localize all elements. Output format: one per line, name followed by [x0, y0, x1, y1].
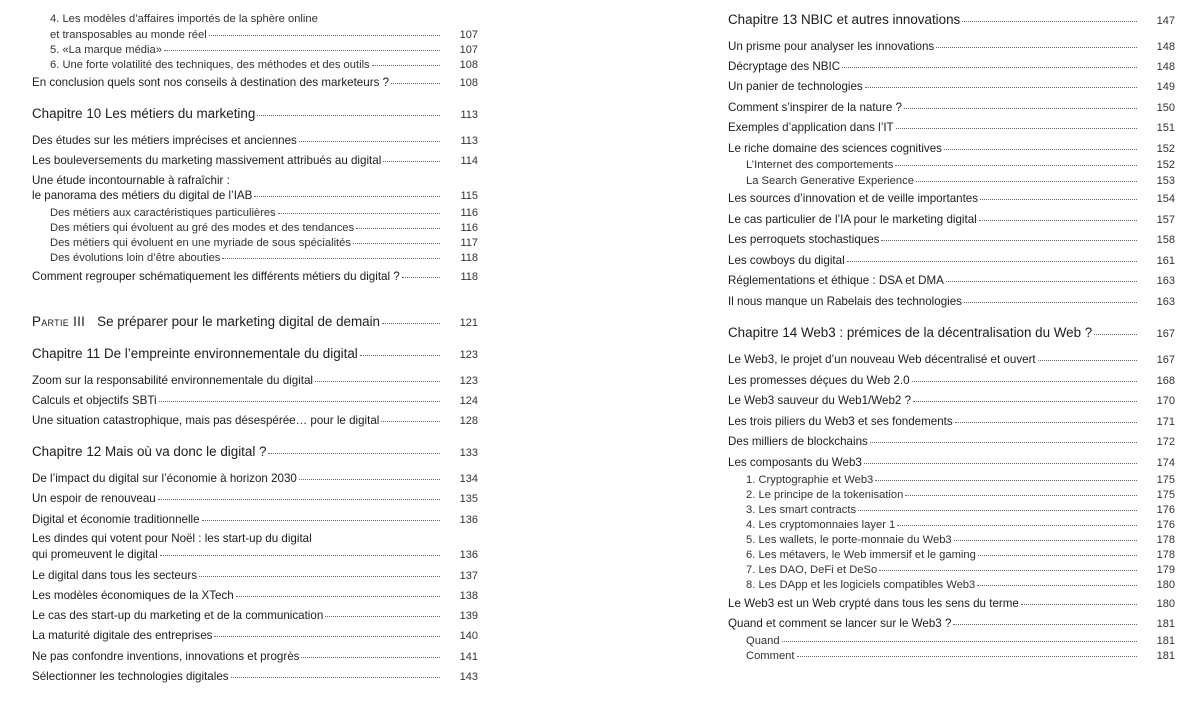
dot-leader: [164, 50, 440, 51]
page-number: 136: [459, 549, 478, 561]
toc-entry-title: Les composants du Web3: [728, 456, 862, 469]
toc-entry: [728, 80, 1175, 94]
toc-entry-title: 3. Les smart contracts: [746, 504, 857, 516]
toc-entry-title: De l’impact du digital sur l’économie à horizon 2030: [32, 472, 297, 485]
toc-entry-title: Les cowboys du digital: [728, 254, 845, 267]
dot-leader: [896, 128, 1137, 129]
toc-entry: [32, 221, 478, 235]
toc-entry-title: Chapitre 11 De l’empreinte environnementale du digital: [32, 347, 358, 361]
toc-entry-title: Les perroquets stochastiques: [728, 233, 880, 246]
page-number: 163: [1156, 275, 1175, 287]
dot-leader: [268, 453, 440, 454]
toc-entry: [32, 134, 478, 148]
toc-entry-title: [32, 315, 380, 329]
page-number: 148: [1156, 61, 1175, 73]
toc-entry: [728, 533, 1175, 547]
toc-entry-title: Quand et comment se lancer sur le Web3 ?: [728, 617, 952, 630]
toc-entry-title: Des évolutions loin d’être abouties: [50, 252, 221, 264]
dot-leader: [977, 585, 1137, 586]
dot-leader: [895, 165, 1137, 166]
toc-entry-title: En conclusion quels sont nos conseils à destination des marketeurs ?: [32, 76, 390, 89]
dot-leader: [402, 277, 440, 278]
toc-entry: [32, 236, 478, 250]
dot-leader: [372, 65, 440, 66]
page-number: 180: [1156, 579, 1175, 591]
toc-entry-title: qui promeuvent le digital: [32, 548, 158, 561]
dot-leader: [214, 636, 440, 637]
page-number: 135: [459, 493, 478, 505]
toc-entry: [32, 28, 478, 42]
dot-leader: [944, 149, 1137, 150]
dot-leader: [236, 596, 440, 597]
page-number: 118: [460, 252, 478, 264]
dot-leader: [383, 161, 440, 162]
toc-entry-title: Réglementations et éthique : DSA et DMA: [728, 274, 944, 287]
toc-entry-title: Comment: [746, 650, 795, 662]
toc-entry: [728, 295, 1175, 309]
toc-entry-title: Le riche domaine des sciences cognitives: [728, 142, 942, 155]
toc-entry: [728, 374, 1175, 388]
page-number: 152: [1156, 143, 1175, 155]
page-number: 178: [1156, 534, 1175, 546]
toc-entry: [32, 513, 478, 527]
toc-entry-title: Des milliers de blockchains: [728, 435, 868, 448]
dot-leader: [202, 520, 440, 521]
page-number: 180: [1156, 598, 1175, 610]
toc-entry: [728, 254, 1175, 268]
toc-entry: [728, 518, 1175, 532]
page-number: 149: [1156, 81, 1175, 93]
toc-entry-title: Les promesses déçues du Web 2.0: [728, 374, 910, 387]
toc-entry-title: 5. «La marque média»: [50, 44, 162, 56]
page-number: 108: [459, 77, 478, 89]
toc-entry: [728, 415, 1175, 429]
dot-leader: [315, 381, 440, 382]
page-number: 168: [1156, 375, 1175, 387]
page-number: 123: [459, 349, 478, 361]
dot-leader: [356, 228, 440, 229]
page-number: 171: [1156, 416, 1175, 428]
toc-entry-title: 8. Les DApp et les logiciels compatibles Web3: [746, 579, 976, 591]
toc-entry-title: et transposables au monde réel: [50, 29, 207, 41]
toc-entry-title: Le digital dans tous les secteurs: [32, 569, 197, 582]
dot-leader: [159, 401, 440, 402]
toc-entry: [728, 213, 1175, 227]
toc-entry: [32, 206, 478, 220]
page-number: 174: [1156, 457, 1175, 469]
dot-leader: [278, 213, 440, 214]
toc-entry-title: 6. Une forte volatilité des techniques, des méthodes et des outils: [50, 59, 370, 71]
toc-entry: [32, 270, 478, 284]
page-number: 152: [1156, 159, 1175, 171]
page-number: 167: [1156, 354, 1175, 366]
page-number: 138: [459, 590, 478, 602]
dot-leader: [254, 196, 440, 197]
dot-leader: [954, 540, 1137, 541]
page-number: 107: [459, 29, 478, 41]
dot-leader: [160, 555, 440, 556]
toc-entry: [728, 13, 1175, 28]
toc-entry-title: 4. Les cryptomonnaies layer 1: [746, 519, 896, 531]
toc-entry: [32, 532, 478, 546]
page-number: 153: [1156, 175, 1175, 187]
page-number: 114: [460, 155, 478, 167]
page-number: 161: [1156, 255, 1175, 267]
toc-entry: [32, 670, 478, 684]
dot-leader: [257, 115, 440, 116]
toc-entry: [32, 414, 478, 428]
toc-entry-title: Le cas des start-up du marketing et de la communication: [32, 609, 324, 622]
page-number: 107: [459, 44, 478, 56]
toc-entry: [728, 233, 1175, 247]
toc-entry-title: Les dindes qui votent pour Noël : les start-up du digital: [32, 532, 312, 545]
page-number: 148: [1156, 41, 1175, 53]
toc-entry-title: Des études sur les métiers imprécises et anciennes: [32, 134, 297, 147]
toc-entry-title: Sélectionner les technologies digitales: [32, 670, 229, 683]
page-number: 175: [1156, 474, 1175, 486]
part-label: Partie III: [32, 315, 86, 329]
dot-leader: [979, 220, 1137, 221]
toc-entry: [728, 142, 1175, 156]
toc-entry-title: 2. Le principe de la tokenisation: [746, 489, 904, 501]
toc-entry: [728, 488, 1175, 502]
dot-leader: [955, 422, 1137, 423]
page-number: 175: [1156, 489, 1175, 501]
dot-leader: [978, 555, 1137, 556]
page-number: 121: [459, 317, 478, 329]
toc-entry: [32, 189, 478, 203]
dot-leader: [299, 141, 440, 142]
toc-entry-title: Le Web3 est un Web crypté dans tous les sens du terme: [728, 597, 1019, 610]
toc-entry: [32, 629, 478, 643]
toc-entry-title: Des métiers qui évoluent au gré des modes et des tendances: [50, 222, 355, 234]
toc-entry: [32, 589, 478, 603]
page-number: 181: [1156, 650, 1175, 662]
toc-entry: [32, 12, 478, 26]
dot-leader: [782, 641, 1137, 642]
dot-leader: [865, 87, 1137, 88]
page-number: 115: [460, 190, 478, 202]
page-number: 170: [1156, 395, 1175, 407]
toc-entry: [32, 76, 478, 90]
dot-leader: [382, 323, 440, 324]
dot-leader: [980, 199, 1137, 200]
toc-entry-title: Exemples d’application dans l’IT: [728, 121, 894, 134]
toc-entry-title: Une situation catastrophique, mais pas désespérée… pour le digital: [32, 414, 380, 427]
dot-leader: [325, 616, 440, 617]
dot-leader: [936, 47, 1137, 48]
toc-entry: [728, 503, 1175, 517]
toc-entry: [728, 563, 1175, 577]
toc-entry: [32, 650, 478, 664]
dot-leader: [158, 499, 440, 500]
toc-entry-title: Chapitre 13 NBIC et autres innovations: [728, 13, 961, 27]
dot-leader: [797, 656, 1138, 657]
page-number: 181: [1156, 618, 1175, 630]
page-number: 140: [459, 630, 478, 642]
toc-entry: [728, 192, 1175, 206]
toc-entry-title: Des métiers aux caractéristiques particulières: [50, 207, 276, 219]
toc-entry-title: La Search Generative Experience: [746, 175, 914, 187]
toc-entry: [32, 58, 478, 72]
dot-leader: [897, 525, 1137, 526]
page-number: 141: [459, 651, 478, 663]
page-number: 113: [460, 109, 478, 121]
page-number: 133: [459, 447, 478, 459]
toc-entry-title: Le cas particulier de l’IA pour le marketing digital: [728, 213, 977, 226]
toc-entry-title: Une étude incontournable à rafraîchir :: [32, 174, 230, 187]
page-number: 163: [1156, 296, 1175, 308]
dot-leader: [381, 421, 440, 422]
toc-entry-title: 6. Les métavers, le Web immersif et le gaming: [746, 549, 976, 561]
dot-leader: [209, 35, 440, 36]
toc-entry-title: Il nous manque un Rabelais des technologies: [728, 295, 962, 308]
dot-leader: [847, 261, 1137, 262]
dot-leader: [875, 480, 1137, 481]
toc-entry-title: Des métiers qui évoluent en une myriade de sous spécialités: [50, 237, 351, 249]
toc-entry: [728, 578, 1175, 592]
toc-entry: [32, 548, 478, 562]
toc-entry: [728, 649, 1175, 663]
page-number: 137: [459, 570, 478, 582]
dot-leader: [912, 381, 1137, 382]
toc-entry: [728, 158, 1175, 172]
toc-entry-title: La maturité digitale des entreprises: [32, 629, 213, 642]
toc-entry-title: Les trois piliers du Web3 et ses fondements: [728, 415, 953, 428]
page-number: 167: [1156, 328, 1175, 340]
toc-entry: [32, 107, 478, 122]
toc-entry-title: Digital et économie traditionnelle: [32, 513, 200, 526]
dot-leader: [199, 576, 440, 577]
dot-leader: [964, 302, 1137, 303]
page-number: 143: [459, 671, 478, 683]
page-number: 151: [1156, 122, 1175, 134]
toc-entry: [32, 492, 478, 506]
toc-entry-title: Les bouleversements du marketing massivement attribués au digital: [32, 154, 382, 167]
toc-entry: [728, 597, 1175, 611]
page-number: 116: [460, 222, 478, 234]
dot-leader: [1021, 604, 1137, 605]
dot-leader: [301, 657, 440, 658]
dot-leader: [946, 281, 1137, 282]
toc-entry-title: 4. Les modèles d’affaires importés de la sphère online: [50, 13, 318, 25]
toc-entry-title: Un espoir de renouveau: [32, 492, 156, 505]
page-number: 134: [459, 473, 478, 485]
toc-entry-title: 7. Les DAO, DeFi et DeSo: [746, 564, 878, 576]
toc-entry-title: Le Web3 sauveur du Web1/Web2 ?: [728, 394, 912, 407]
toc-entry-title: Calculs et objectifs SBTi: [32, 394, 157, 407]
toc-entry-title: Quand: [746, 635, 780, 647]
toc-entry: [728, 473, 1175, 487]
toc-entry: [728, 456, 1175, 470]
page-number: 128: [459, 415, 478, 427]
toc-entry: [728, 326, 1175, 341]
toc-entry-title: L’Internet des comportements: [746, 159, 894, 171]
part-title: Se préparer pour le marketing digital de demain: [97, 315, 381, 329]
toc-entry: [728, 435, 1175, 449]
dot-leader: [870, 442, 1137, 443]
page-number: 123: [459, 375, 478, 387]
dot-leader: [858, 510, 1137, 511]
toc-entry: [728, 353, 1175, 367]
toc-entry-title: Ne pas confondre inventions, innovations et progrès: [32, 650, 300, 663]
toc-entry-title: Zoom sur la responsabilité environnementale du digital: [32, 374, 313, 387]
dot-leader: [916, 181, 1137, 182]
toc-entry-title: le panorama des métiers du digital de l’IAB: [32, 189, 253, 202]
dot-leader: [360, 355, 440, 356]
toc-entry: [32, 374, 478, 388]
toc-entry: [728, 121, 1175, 135]
toc-entry: [32, 347, 478, 362]
toc-entry-title: Les sources d’innovation et de veille importantes: [728, 192, 979, 205]
page-number: 158: [1156, 234, 1175, 246]
dot-leader: [881, 240, 1137, 241]
toc-entry: [32, 445, 478, 460]
toc-entry-title: 5. Les wallets, le porte-monnaie du Web3: [746, 534, 952, 546]
page-number: 178: [1156, 549, 1175, 561]
toc-entry: [728, 548, 1175, 562]
toc-entry-title: Les modèles économiques de la XTech: [32, 589, 234, 602]
toc-entry-title: Un prisme pour analyser les innovations: [728, 40, 935, 53]
toc-entry: [728, 101, 1175, 115]
dot-leader: [353, 243, 440, 244]
toc-entry: [32, 609, 478, 623]
page-number: 117: [460, 237, 478, 249]
toc-entry-title: Chapitre 12 Mais où va donc le digital ?: [32, 445, 267, 459]
toc-entry-title: 1. Cryptographie et Web3: [746, 474, 874, 486]
dot-leader: [864, 463, 1137, 464]
toc-entry: [32, 251, 478, 265]
page-number: 113: [460, 135, 478, 147]
dot-leader: [913, 401, 1137, 402]
page-number: 136: [459, 514, 478, 526]
page-number: 172: [1156, 436, 1175, 448]
dot-leader: [231, 677, 440, 678]
page-number: 124: [459, 395, 478, 407]
toc-entry-title: Décryptage des NBIC: [728, 60, 841, 73]
dot-leader: [953, 624, 1137, 625]
toc-entry: [728, 274, 1175, 288]
dot-leader: [222, 258, 440, 259]
dot-leader: [905, 495, 1137, 496]
page-number: 108: [459, 59, 478, 71]
dot-leader: [842, 67, 1137, 68]
toc-entry: [728, 60, 1175, 74]
page-number: 150: [1156, 102, 1175, 114]
toc-entry: [32, 43, 478, 57]
dot-leader: [391, 83, 440, 84]
page-number: 176: [1156, 519, 1175, 531]
toc-entry: [32, 154, 478, 168]
toc-entry: [728, 40, 1175, 54]
dot-leader: [904, 108, 1137, 109]
dot-leader: [1094, 334, 1137, 335]
toc-entry: [728, 394, 1175, 408]
toc-entry: [728, 617, 1175, 631]
toc-entry-title: Comment regrouper schématiquement les différents métiers du digital ?: [32, 270, 400, 283]
toc-entry: [728, 174, 1175, 188]
toc-entry: [32, 174, 478, 188]
page-number: 147: [1156, 15, 1175, 27]
toc-entry: [32, 315, 478, 330]
dot-leader: [1038, 360, 1137, 361]
dot-leader: [962, 21, 1137, 22]
toc-entry-title: Chapitre 14 Web3 : prémices de la décentralisation du Web ?: [728, 326, 1093, 340]
toc-entry-title: Chapitre 10 Les métiers du marketing: [32, 107, 256, 121]
toc-entry-title: Un panier de technologies: [728, 80, 863, 93]
toc-entry: [32, 394, 478, 408]
page-number: 154: [1156, 193, 1175, 205]
toc-entry-title: Comment s’inspirer de la nature ?: [728, 101, 902, 114]
page-number: 157: [1156, 214, 1175, 226]
toc-entry: [728, 634, 1175, 648]
page-number: 118: [460, 271, 478, 283]
dot-leader: [299, 479, 440, 480]
page-number: 176: [1156, 504, 1175, 516]
page-number: 139: [459, 610, 478, 622]
dot-leader: [879, 570, 1137, 571]
page-number: 116: [460, 207, 478, 219]
toc-entry-title: Le Web3, le projet d’un nouveau Web décentralisé et ouvert: [728, 353, 1036, 366]
toc-entry: [32, 472, 478, 486]
page-number: 181: [1156, 635, 1175, 647]
page-number: 179: [1156, 564, 1175, 576]
toc-entry: [32, 569, 478, 583]
